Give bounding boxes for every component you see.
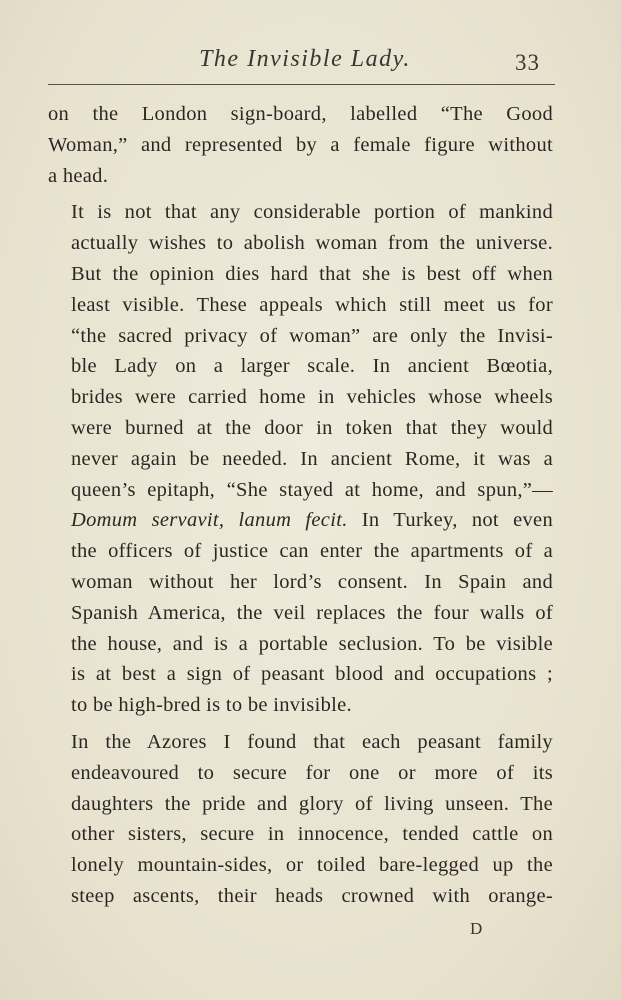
text-line: But the opinion dies hard that she is best off when bbox=[71, 262, 553, 285]
text-line: lonely mountain-sides, or toiled bare-legged up the bbox=[71, 854, 553, 877]
text-line: to be high-bred is to be invisible. bbox=[71, 694, 352, 717]
text-line: least visible. These appeals which still meet us for bbox=[71, 293, 553, 316]
header-rule bbox=[48, 84, 555, 85]
text-line: ble Lady on a larger scale. In ancient Bœotia, bbox=[71, 355, 553, 378]
text-line: brides were carried home in vehicles whose wheels bbox=[71, 386, 553, 409]
text-line: Woman,” and represented by a female figure without bbox=[48, 133, 553, 156]
text-line: is at best a sign of peasant blood and occupations ; bbox=[71, 663, 553, 686]
text-line: the officers of justice can enter the apartments of a bbox=[71, 540, 553, 563]
running-title: The Invisible Lady. bbox=[199, 46, 411, 72]
text-line: daughters the pride and glory of living unseen. The bbox=[71, 792, 553, 815]
text-line: steep ascents, their heads crowned with orange- bbox=[71, 884, 553, 907]
paragraph-1 bbox=[48, 99, 553, 191]
text-line: It is not that any considerable portion of mankind bbox=[71, 201, 553, 224]
text-line-rest: In Turkey, not even bbox=[347, 509, 553, 532]
text-line: were burned at the door in token that they would bbox=[71, 416, 553, 439]
text-line: endeavoured to secure for one or more of its bbox=[71, 761, 553, 784]
text-line: queen’s epitaph, “She stayed at home, and spun,”— bbox=[71, 478, 553, 501]
paragraph-3 bbox=[48, 727, 553, 912]
body-text bbox=[48, 99, 553, 912]
text-line: other sisters, secure in innocence, tended cattle on bbox=[71, 823, 553, 846]
text-line: “the sacred privacy of woman” are only the Invisi- bbox=[71, 324, 553, 347]
paragraph-2 bbox=[48, 197, 553, 721]
text-line: the house, and is a portable seclusion. To be visible bbox=[71, 632, 553, 655]
signature-mark: D bbox=[470, 919, 484, 938]
page-number: 33 bbox=[515, 50, 540, 75]
text-line: on the London sign-board, labelled “The Good bbox=[48, 103, 553, 125]
text-line: never again be needed. In ancient Rome, it was a bbox=[71, 447, 553, 470]
text-line: woman without her lord’s consent. In Spain and bbox=[71, 570, 553, 593]
running-head bbox=[0, 46, 621, 86]
text-line: actually wishes to abolish woman from the universe. bbox=[71, 232, 553, 255]
text-line: a head. bbox=[48, 164, 109, 187]
text-line: In the Azores I found that each peasant family bbox=[71, 730, 553, 753]
latin-phrase: Domum servavit, lanum fecit. bbox=[71, 509, 348, 532]
text-line: Spanish America, the veil replaces the four walls of bbox=[71, 601, 553, 624]
text-line-with-italic bbox=[48, 505, 553, 536]
